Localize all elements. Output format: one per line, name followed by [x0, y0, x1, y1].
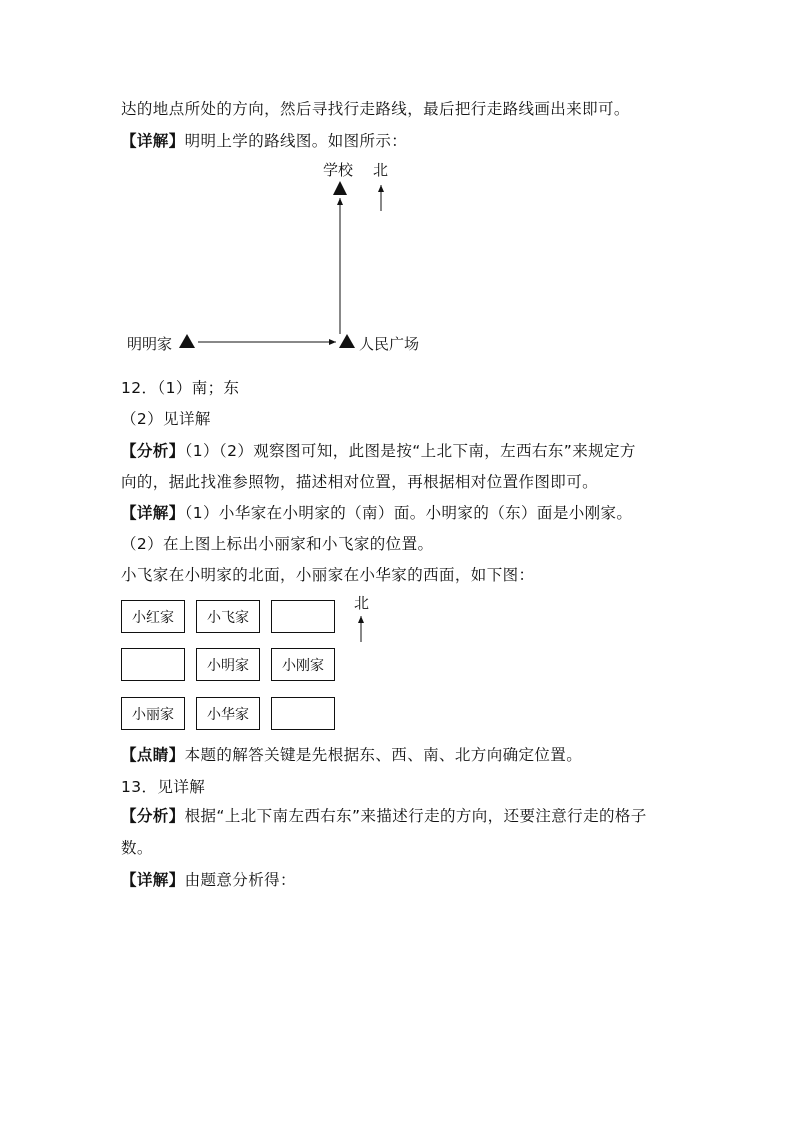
detail-text-2: （1）小华家在小明家的（南）面。小明家的（东）面是小刚家。: [184, 504, 633, 522]
label-north: 北: [373, 161, 389, 179]
label-square: 人民广场: [359, 335, 420, 353]
detail-line-2: （2）在上图上标出小丽家和小飞家的位置。: [121, 535, 434, 553]
analysis-tag: 【分析】: [121, 442, 185, 460]
grid-north-label: 北: [354, 594, 370, 612]
analysis-line-2: 向的，据此找准参照物，描述相对位置，再根据相对位置作图即可。: [121, 473, 599, 491]
key-point-line: [121, 745, 582, 765]
label-home: 明明家: [127, 335, 173, 353]
grid-cell: 小刚家: [271, 648, 335, 681]
key-point-tag: 【点睛】: [121, 746, 185, 764]
analysis-tag-2: 【分析】: [121, 807, 185, 825]
q12-answer-2: （2）见详解: [121, 410, 211, 428]
grid-cell: 小丽家: [121, 697, 185, 730]
detail-tag-3: 【详解】: [121, 871, 185, 889]
grid-cell: 小红家: [121, 600, 185, 633]
grid-cell: 小飞家: [196, 600, 260, 633]
detail-tag-2: 【详解】: [121, 504, 185, 522]
analysis-line-4: 数。: [121, 839, 153, 857]
grid-cell: 小华家: [196, 697, 260, 730]
analysis-text: （1）（2）观察图可知，此图是按“上北下南，左西右东”来规定方: [184, 442, 636, 460]
analysis-text-2: 根据“上北下南左西右东”来描述行走的方向，还要注意行走的格子: [184, 807, 647, 825]
text-line-1: 达的地点所处的方向，然后寻找行走路线，最后把行走路线画出来即可。: [121, 100, 630, 118]
detail-line-4: [121, 870, 296, 890]
detail-line-3: 小飞家在小明家的北面，小丽家在小华家的西面，如下图：: [121, 566, 535, 584]
q13-answer: 13．见详解: [121, 778, 206, 796]
key-point-text: 本题的解答关键是先根据东、西、南、北方向确定位置。: [184, 746, 583, 764]
detail-tag: 【详解】: [121, 132, 185, 150]
detail-text-3: 由题意分析得：: [184, 871, 296, 889]
analysis-line-3: [121, 806, 647, 826]
grid-cell: 小明家: [196, 648, 260, 681]
label-school: 学校: [323, 161, 354, 179]
detail-text: 明明上学的路线图。如图所示：: [184, 132, 408, 150]
q12-answer: 12．（1）南；东: [121, 379, 240, 397]
